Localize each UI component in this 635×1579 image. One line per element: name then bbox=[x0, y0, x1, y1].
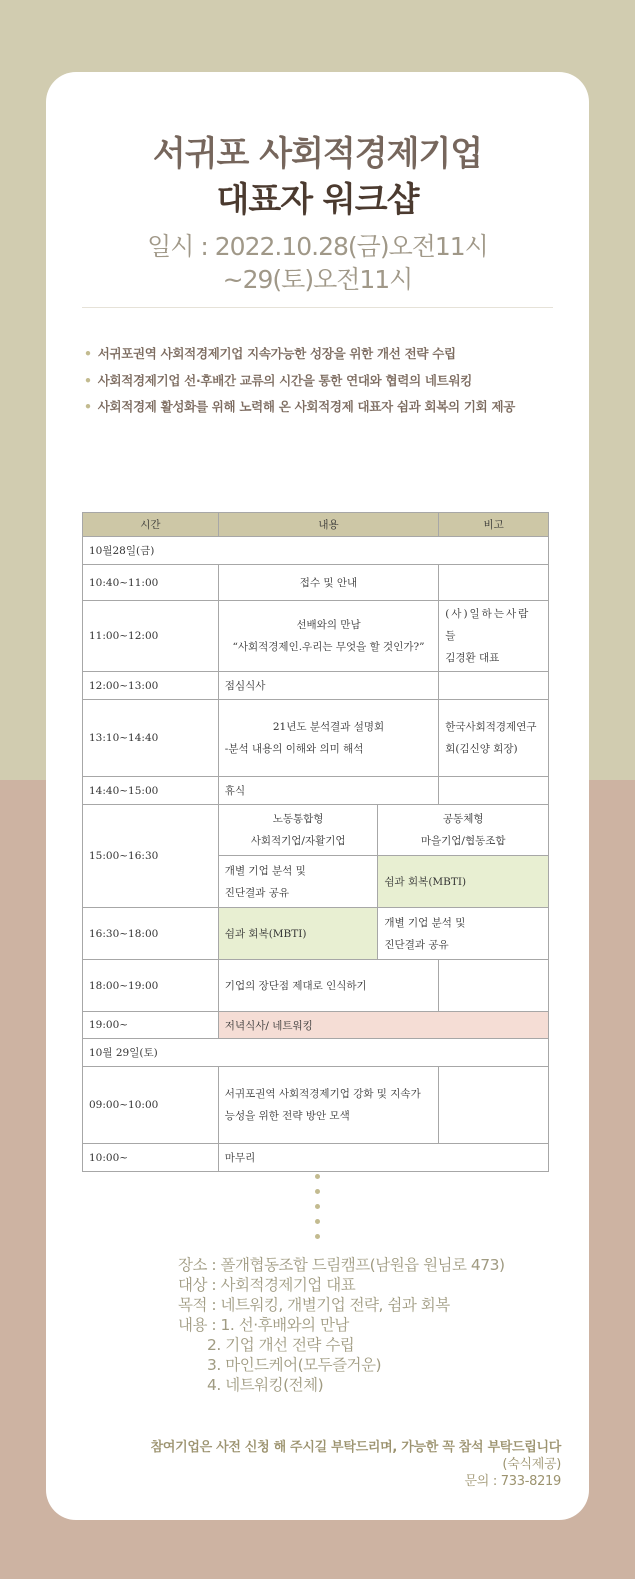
row-time: 12:00~13:00 bbox=[83, 672, 219, 700]
row-time: 09:00~10:00 bbox=[83, 1067, 219, 1144]
row-content: 기업의 장단점 제대로 인식하기 bbox=[218, 960, 438, 1012]
goal-list bbox=[84, 347, 515, 427]
row-time: 16:30~18:00 bbox=[83, 908, 219, 960]
contact-info: 문의 : 733-8219 bbox=[464, 1474, 561, 1489]
table-row bbox=[83, 1067, 549, 1144]
group-a-content: 개별 기업 분석 및 진단결과 공유 bbox=[218, 856, 378, 908]
group-b-content: 쉼과 회복(MBTI) bbox=[378, 856, 549, 908]
bullet-icon: • bbox=[84, 372, 92, 388]
date-line-2: ~29(토)오전11시 bbox=[222, 265, 413, 294]
table-row bbox=[83, 960, 549, 1012]
group-a-content: 쉼과 회복(MBTI) bbox=[218, 908, 378, 960]
footer-note bbox=[151, 1439, 561, 1490]
row-content: 저녁식사/ 네트워킹 bbox=[218, 1012, 548, 1039]
info-content: 4. 네트워킹(전체) bbox=[207, 1376, 324, 1394]
goal-item: • 사회적경제기업 선·후배간 교류의 시간을 통한 연대와 협력의 네트워킹 bbox=[84, 372, 472, 388]
info-content: 내용 : 1. 선·후배와의 만남 bbox=[178, 1316, 349, 1334]
row-content: 21년도 분석결과 설명회 -분석 내용의 이해와 의미 해석 bbox=[218, 700, 438, 777]
dotted-divider-icon bbox=[315, 1174, 321, 1249]
divider bbox=[82, 307, 553, 308]
row-time: 19:00~ bbox=[83, 1012, 219, 1039]
row-time: 10:40~11:00 bbox=[83, 565, 219, 601]
table-row bbox=[83, 1012, 549, 1039]
note-line: (숙식제공) bbox=[502, 1457, 561, 1472]
goal-item: • 서귀포권역 사회적경제기업 지속가능한 성장을 위한 개선 전략 수립 bbox=[84, 346, 456, 361]
group-a-header: 노동통합형 사회적기업/자활기업 bbox=[218, 805, 378, 856]
row-time: 18:00~19:00 bbox=[83, 960, 219, 1012]
row-time: 13:10~14:40 bbox=[83, 700, 219, 777]
day-label: 10월28일(금) bbox=[83, 537, 549, 565]
row-time: 11:00~12:00 bbox=[83, 601, 219, 672]
row-time: 10:00~ bbox=[83, 1144, 219, 1172]
table-row bbox=[83, 1039, 549, 1067]
row-time: 14:40~15:00 bbox=[83, 777, 219, 805]
info-content: 3. 마인드케어(모두즐거운) bbox=[207, 1356, 382, 1374]
row-content: 접수 및 안내 bbox=[218, 565, 438, 601]
schedule-table bbox=[82, 512, 549, 1172]
header-time: 시간 bbox=[83, 513, 219, 537]
header-content: 내용 bbox=[218, 513, 438, 537]
row-time: 15:00~16:30 bbox=[83, 805, 219, 908]
row-note bbox=[439, 565, 549, 601]
table-row bbox=[83, 565, 549, 601]
bullet-icon: • bbox=[84, 399, 92, 414]
table-header-row bbox=[83, 513, 549, 537]
note-line: 참여기업은 사전 신청 해 주시길 부탁드리며, 가능한 꼭 참석 부탁드립니다 bbox=[150, 1440, 561, 1455]
info-place: 장소 : 폴개협동조합 드림캠프(남원읍 원님로 473) bbox=[178, 1256, 505, 1274]
row-content: 마무리 bbox=[218, 1144, 548, 1172]
event-date bbox=[46, 230, 589, 296]
table-row bbox=[83, 908, 549, 960]
row-note bbox=[439, 777, 549, 805]
table-row bbox=[83, 601, 549, 672]
table-row bbox=[83, 805, 549, 856]
group-b-header: 공동체형 마을기업/협동조합 bbox=[378, 805, 549, 856]
table-row bbox=[83, 1144, 549, 1172]
row-note: 한국사회적경제연구 회(김신양 회장) bbox=[439, 700, 549, 777]
title-line-2: 대표자 워크샵 bbox=[216, 180, 419, 220]
info-purpose: 목적 : 네트워킹, 개별기업 전략, 쉼과 회복 bbox=[178, 1296, 450, 1314]
row-note: (사)일하는사람들 김경환 대표 bbox=[439, 601, 549, 672]
row-content: 점심식사 bbox=[218, 672, 438, 700]
event-info bbox=[178, 1255, 505, 1395]
info-target: 대상 : 사회적경제기업 대표 bbox=[178, 1276, 356, 1294]
table-row bbox=[83, 777, 549, 805]
goal-item: • 사회적경제 활성화를 위해 노력해 온 사회적경제 대표자 쉼과 회복의 기회 제공 bbox=[84, 399, 516, 414]
info-content: 2. 기업 개선 전략 수립 bbox=[207, 1336, 355, 1354]
table-row bbox=[83, 700, 549, 777]
bullet-icon: • bbox=[84, 346, 92, 361]
row-content: 선배와의 만남 “사회적경제인.우리는 무엇을 할 것인가?” bbox=[218, 601, 438, 672]
row-note bbox=[439, 1067, 549, 1144]
day-label: 10월 29일(토) bbox=[83, 1039, 549, 1067]
table-row bbox=[83, 537, 549, 565]
row-note bbox=[439, 960, 549, 1012]
group-b-content: 개별 기업 분석 및 진단결과 공유 bbox=[378, 908, 549, 960]
poster-card bbox=[46, 72, 589, 1520]
date-line-1: 일시 : 2022.10.28(금)오전11시 bbox=[147, 232, 488, 261]
row-note bbox=[439, 672, 549, 700]
row-content: 휴식 bbox=[218, 777, 438, 805]
title-line-1: 서귀포 사회적경제기업 bbox=[152, 134, 483, 174]
header-note: 비고 bbox=[439, 513, 549, 537]
table-row bbox=[83, 672, 549, 700]
row-content: 서귀포권역 사회적경제기업 강화 및 지속가 능성을 위한 전략 방안 모색 bbox=[218, 1067, 438, 1144]
